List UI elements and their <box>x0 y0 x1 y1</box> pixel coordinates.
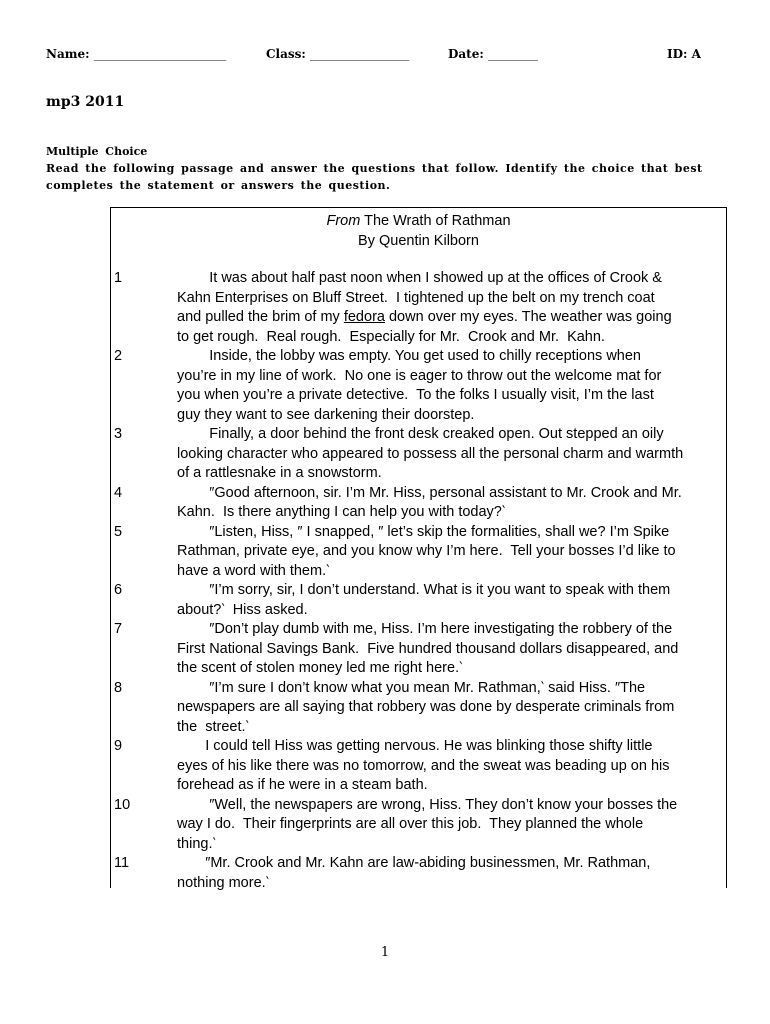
date-label: Date: <box>448 47 484 61</box>
paragraph-line: of a rattlesnake in a snowstorm. <box>177 465 382 481</box>
paragraph-line: the street.‵ <box>177 718 249 735</box>
paragraph-line: the scent of stolen money led me right here.‵ <box>177 660 463 676</box>
paragraph-line: ″Don’t play dumb with me, Hiss. I’m here investigating the robbery of the <box>177 621 673 637</box>
line-text: down over my eyes. The weather was going <box>384 309 672 325</box>
paragraph-number: 9 <box>114 738 123 754</box>
paragraph-line: newspapers are all saying that robbery was done by desperate criminals from <box>177 699 675 715</box>
passage-box <box>110 207 727 891</box>
paragraph-line: ″Mr. Crook and Mr. Kahn are law-abiding businessmen, Mr. Rathman, <box>177 855 651 871</box>
date-field[interactable] <box>448 47 537 61</box>
paragraph-number: 7 <box>114 621 123 637</box>
paragraph-text <box>177 679 727 738</box>
id-label: ID: A <box>667 47 701 61</box>
passage-title: The Wrath of Rathman <box>360 213 511 229</box>
paragraph-number: 11 <box>114 855 130 871</box>
paragraph-line: way I do. Their fingerprints are all over this job. They planned the whole <box>177 816 644 832</box>
paragraph-number: 3 <box>114 426 123 442</box>
passage-byline: By Quentin Kilborn <box>358 233 479 249</box>
paragraph-line: ″I’m sorry, sir, I don’t understand. What is it you want to speak with them <box>177 582 671 598</box>
paragraph-line: ″Good afternoon, sir. I’m Mr. Hiss, personal assistant to Mr. Crook and Mr. <box>177 484 682 501</box>
paragraph-line: Inside, the lobby was empty. You get used to chilly receptions when <box>177 348 641 364</box>
paragraph-number: 1 <box>114 270 123 286</box>
class-blank[interactable]: __________________ <box>310 47 410 61</box>
paragraph-line: guy they want to see darkening their doorstep. <box>177 406 475 423</box>
paragraph-text <box>177 854 727 893</box>
paragraph-line: have a word with them.‵ <box>177 562 330 579</box>
paragraph-line: ″I’m sure I don’t know what you mean Mr. Rathman,‵ said Hiss. ″The <box>177 679 646 696</box>
paragraph-line: you when you’re a private detective. To the folks I usually visit, I’m the last <box>177 387 654 403</box>
paragraph-line: Rathman, private eye, and you know why I’m here. Tell your bosses I’d like to <box>177 543 676 559</box>
paragraph-line: ″Well, the newspapers are wrong, Hiss. They don’t know your bosses the <box>177 796 678 813</box>
paragraph-text <box>177 269 727 347</box>
paragraph-number: 10 <box>114 796 131 813</box>
class-label: Class: <box>266 47 306 61</box>
paragraph-line: Finally, a door behind the front desk creaked open. Out stepped an oily <box>177 426 664 442</box>
paragraph-number: 8 <box>114 679 123 696</box>
paragraph-line: looking character who appeared to possess all the personal charm and warmth <box>177 445 684 462</box>
paragraph-line: It was about half past noon when I showed up at the offices of Crook & <box>177 270 662 286</box>
paragraph-line: about?‵ Hiss asked. <box>177 601 308 618</box>
paragraph-line: Kahn Enterprises on Bluff Street. I tightened up the belt on my trench coat <box>177 289 655 306</box>
name-label: Name: <box>46 47 90 61</box>
paragraph-line <box>177 308 727 328</box>
paragraph-line: eyes of his like there was no tomorrow, and the sweat was beading up on his <box>177 757 670 774</box>
paragraph-text <box>177 581 727 620</box>
paragraph-text <box>177 425 727 484</box>
passage-heading <box>111 211 726 251</box>
class-field[interactable] <box>266 47 409 61</box>
paragraph-number: 2 <box>114 348 123 364</box>
paragraph-number: 4 <box>114 484 123 501</box>
paragraph-line: Kahn. Is there anything I can help you with today?‵ <box>177 504 506 520</box>
section-heading: Multiple Choice <box>46 145 148 158</box>
paragraph-text <box>177 347 727 425</box>
paragraph-line: nothing more.‵ <box>177 874 269 891</box>
paragraph-line: you’re in my line of work. No one is eager to throw out the welcome mat for <box>177 367 662 384</box>
paragraph-text <box>177 484 727 523</box>
paragraph-line: I could tell Hiss was getting nervous. He was blinking those shifty little <box>177 738 653 754</box>
paragraph-line: forehead as if he were in a steam bath. <box>177 777 428 793</box>
student-info-header <box>46 47 706 67</box>
passage-from: From <box>326 213 361 229</box>
document-title: mp3 2011 <box>46 94 125 110</box>
paragraph-line: ″Listen, Hiss, ″ I snapped, ″ let’s skip the formalities, shall we? I’m Spike <box>177 523 670 540</box>
date-blank[interactable]: _________ <box>487 47 538 61</box>
instructions-line-1: Read the following passage and answer the questions that follow. Identify the choice that best <box>46 162 703 175</box>
name-field[interactable] <box>46 47 226 61</box>
name-blank[interactable]: ________________________ <box>93 47 226 61</box>
page-number: 1 <box>380 945 390 960</box>
paragraph-line: to get rough. Real rough. Especially for Mr. Crook and Mr. Kahn. <box>177 328 605 345</box>
paragraph-line: First National Savings Bank. Five hundred thousand dollars disappeared, and <box>177 640 679 657</box>
paragraph-text <box>177 737 727 796</box>
paragraph-text <box>177 620 727 679</box>
paragraph-number: 6 <box>114 582 123 598</box>
paragraph-line: thing.‵ <box>177 835 216 852</box>
paragraph-text <box>177 523 727 582</box>
vocab-word-fedora: fedora <box>343 309 385 325</box>
paragraph-text <box>177 796 727 855</box>
line-text: and pulled the brim of my <box>177 309 344 325</box>
instructions-line-2: completes the statement or answers the question. <box>46 179 391 192</box>
paragraph-number: 5 <box>114 523 123 540</box>
section-instructions <box>46 143 726 194</box>
